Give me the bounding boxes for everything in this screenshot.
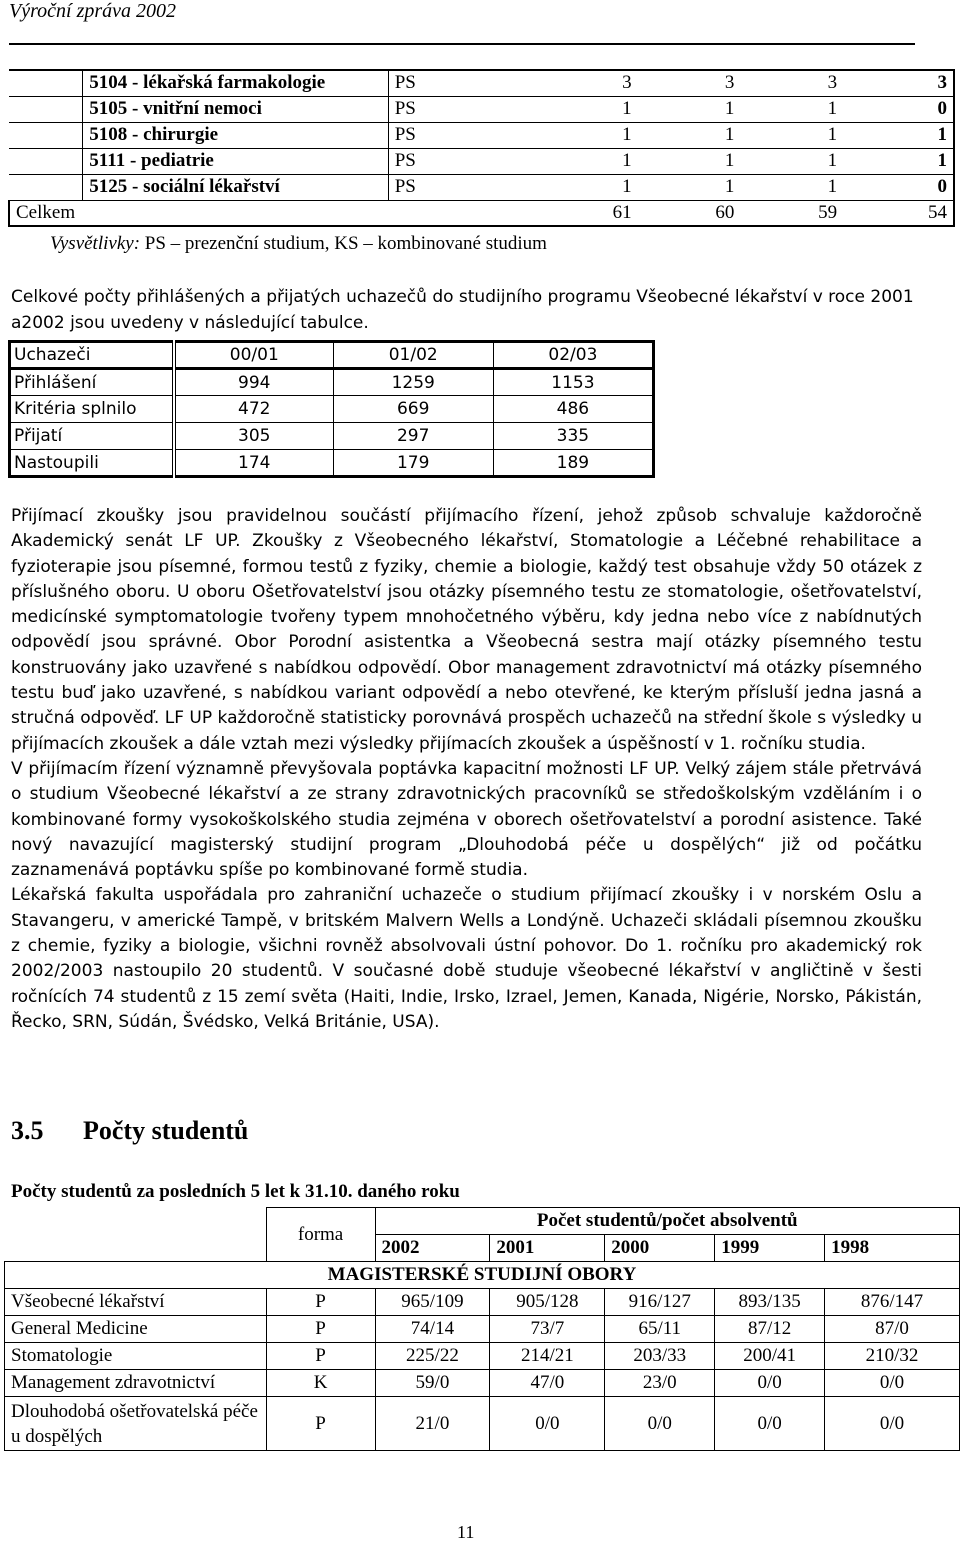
section-title: Počty studentů	[83, 1116, 249, 1145]
column-header: 01/02	[333, 342, 493, 369]
table-row	[10, 450, 654, 477]
table-row	[10, 369, 654, 396]
group-header: Počet studentů/počet absolventů	[375, 1208, 960, 1235]
program-name: Všeobecné lékařství	[5, 1289, 267, 1316]
cell-value: 0/0	[605, 1397, 715, 1451]
year-header: 1999	[715, 1235, 825, 1262]
program-name: Management zdravotnictví	[5, 1370, 267, 1397]
cell-value: 893/135	[715, 1289, 825, 1316]
row-value: 1	[638, 174, 741, 200]
year-header: 2001	[490, 1235, 605, 1262]
row-name: 5125 - sociální lékařství	[83, 174, 388, 200]
cell-value: 179	[333, 450, 493, 477]
column-header: 00/01	[174, 342, 333, 369]
table-header-row	[5, 1208, 960, 1235]
row-name: 5108 - chirurgie	[83, 122, 388, 148]
cell-value: 87/12	[715, 1316, 825, 1343]
cell-value: 1259	[333, 369, 493, 396]
row-value: 1	[843, 148, 954, 174]
table-row	[5, 1343, 960, 1370]
row-value: 0	[843, 174, 954, 200]
row-name: 5105 - vnitřní nemoci	[83, 96, 388, 122]
cell-value: 0/0	[490, 1397, 605, 1451]
cell-value: 74/14	[375, 1316, 490, 1343]
row-value: 1	[638, 96, 741, 122]
cell-value: 87/0	[825, 1316, 960, 1343]
row-value: 1	[740, 174, 843, 200]
cell-value: 210/32	[825, 1343, 960, 1370]
row-label: Přijatí	[10, 423, 174, 450]
cell-value: 59/0	[375, 1370, 490, 1397]
legend-label: Vysvětlivky:	[50, 233, 141, 254]
program-form: P	[266, 1343, 375, 1370]
row-form: PS	[388, 148, 535, 174]
row-value: 1	[638, 122, 741, 148]
total-value: 59	[740, 200, 843, 226]
paragraph: Lékařská fakulta uspořádala pro zahraniční uchazeče o studium přijímací zkoušky i v norském Oslu a Stavangeru, v americké Tampě, v britském Malvern Wells a Londýně. Uchazeči skládali písemnou zkoušku z chemie, fyziky a biologie, všichni rovněž absolvovali ústní pohovor. Do 1. ročníku pro akademický rok 2002/2003 nastoupilo 20 studentů. V současné době studuje všeobecné lékařství v angličtině v šesti ročnících 74 studentů z 15 zemí světa (Haiti, Indie, Irsko, Izrael, Jemen, Kanada, Nigérie, Norsko, Pákistán, Řecko, SRN, Súdán, Švédsko, Velká Británie, USA).	[11, 885, 922, 1032]
row-form: PS	[388, 70, 535, 96]
program-name: Stomatologie	[5, 1343, 267, 1370]
row-value: 1	[535, 96, 638, 122]
table-student-counts	[4, 1207, 960, 1451]
table-header-row	[5, 1235, 960, 1262]
cell-value: 203/33	[605, 1343, 715, 1370]
row-value: 3	[843, 70, 954, 96]
cell-value: 214/21	[490, 1343, 605, 1370]
cell-value: 23/0	[605, 1370, 715, 1397]
cell-value: 200/41	[715, 1343, 825, 1370]
cell-value: 905/128	[490, 1289, 605, 1316]
row-label: Nastoupili	[10, 450, 174, 477]
table-department-counts	[8, 69, 955, 227]
cell-value: 21/0	[375, 1397, 490, 1451]
total-value: 54	[843, 200, 954, 226]
cell-value: 1153	[493, 369, 653, 396]
table-row	[10, 423, 654, 450]
row-value: 1	[740, 122, 843, 148]
table-row	[9, 96, 954, 122]
table-row	[9, 174, 954, 200]
body-text	[11, 504, 922, 1035]
table-caption: Počty studentů za posledních 5 let k 31.10. daného roku	[11, 1181, 460, 1202]
row-name: 5111 - pediatrie	[83, 148, 388, 174]
cell-value: 297	[333, 423, 493, 450]
cell-value: 73/7	[490, 1316, 605, 1343]
table-row	[9, 122, 954, 148]
cell-value: 189	[493, 450, 653, 477]
table-row	[5, 1289, 960, 1316]
table-legend	[50, 233, 547, 255]
cell-value: 0/0	[825, 1397, 960, 1451]
year-header: 2002	[375, 1235, 490, 1262]
cell-value: 47/0	[490, 1370, 605, 1397]
program-form: P	[266, 1397, 375, 1451]
paragraph: Přijímací zkoušky jsou pravidelnou součástí přijímacího řízení, jehož způsob schvaluje každoročně Akademický senát LF UP. Zkoušky z Všeobecného lékařství, Stomatologie a Léčebné rehabilitace a fyzioterapie jsou písemné, formou testů z fyziky, chemie a biologie, každý test obsahuje vždy 50 otázek z příslušného oboru. U oboru Ošetřovatelství jsou otázky písemného testu ze stomatologie, ošetřovatelství, medicínské symptomatologie tvořeny typem mnohočetného výběru, kdy jedna nebo více z nabídnutých odpovědí jsou správné. Obor Porodní asistentka a Všeobecná sestra mají otázky písemného testu konstruovány jako uzavřené s nabídkou odpovědí. Obor management zdravotnictví má otázky písemného testu buď jako uzavřené, s nabídkou variant odpovědí a nebo otevřené, ke kterým přísluší jedna jasná a stručná odpověď. LF UP každoročně statisticky porovnává prospěch uchazečů na střední škole s výsledky u přijímacích zkoušek a dále vztah mezi výsledky přijímacích zkoušek a úspěšností v 1. ročníku studia.	[11, 506, 922, 754]
row-value: 1	[740, 148, 843, 174]
row-form: PS	[388, 174, 535, 200]
table-row	[5, 1397, 960, 1451]
cell-value: 0/0	[715, 1370, 825, 1397]
table-header-row	[10, 342, 654, 369]
row-value: 0	[843, 96, 954, 122]
table-row	[9, 148, 954, 174]
table-row	[5, 1370, 960, 1397]
table-total-row	[9, 200, 954, 226]
table-row	[9, 70, 954, 96]
table-row	[5, 1316, 960, 1343]
total-value: 61	[535, 200, 638, 226]
cell-value: 994	[174, 369, 333, 396]
row-form: PS	[388, 96, 535, 122]
row-label: Přihlášení	[10, 369, 174, 396]
program-name: Dlouhodobá ošetřovatelská péče u dospělých	[5, 1397, 267, 1451]
column-header: Uchazeči	[10, 342, 174, 369]
legend-text: PS – prezenční studium, KS – kombinované studium	[140, 233, 547, 254]
page-number: 11	[457, 1522, 475, 1542]
column-header: 02/03	[493, 342, 653, 369]
subheader: MAGISTERSKÉ STUDIJNÍ OBORY	[5, 1262, 960, 1289]
year-header: 1998	[825, 1235, 960, 1262]
section-number: 3.5	[11, 1116, 44, 1145]
row-name: 5104 - lékařská farmakologie	[83, 70, 388, 96]
total-value: 60	[638, 200, 741, 226]
cell-value: 305	[174, 423, 333, 450]
year-header: 2000	[605, 1235, 715, 1262]
cell-value: 965/109	[375, 1289, 490, 1316]
cell-value: 486	[493, 396, 653, 423]
row-value: 1	[638, 148, 741, 174]
cell-value: 472	[174, 396, 333, 423]
program-form: P	[266, 1289, 375, 1316]
intro-paragraph: Celkové počty přihlášených a přijatých uchazečů do studijního programu Všeobecné lékařství v roce 2001 a2002 jsou uvedeny v následující tabulce.	[11, 287, 914, 333]
program-form: K	[266, 1370, 375, 1397]
cell-value: 876/147	[825, 1289, 960, 1316]
row-label: Kritéria splnilo	[10, 396, 174, 423]
total-label: Celkem	[9, 200, 535, 226]
row-value: 1	[740, 96, 843, 122]
row-value: 1	[535, 122, 638, 148]
table-subheader-row	[5, 1262, 960, 1289]
report-title: Výroční zpráva 2002	[9, 0, 177, 22]
header-divider	[9, 43, 915, 45]
row-value: 3	[638, 70, 741, 96]
row-value: 1	[843, 122, 954, 148]
forma-header: forma	[266, 1208, 375, 1262]
program-name: General Medicine	[5, 1316, 267, 1343]
row-value: 1	[535, 148, 638, 174]
table-applicants	[8, 340, 655, 478]
cell-value: 916/127	[605, 1289, 715, 1316]
cell-value: 0/0	[715, 1397, 825, 1451]
cell-value: 335	[493, 423, 653, 450]
table-row	[10, 396, 654, 423]
paragraph: V přijímacím řízení významně převyšovala poptávka kapacitní možnosti LF UP. Velký zájem stále přetrvává o studium Všeobecné lékařství a ze strany zdravotnických pracovníků se středoškolským vzděláním i o kombinované formy vysokoškolského studia zejména v oborech ošetřovatelství a porodní asistence. Také nový navazující magisterský studijní program „Dlouhodobá péče u dospělých“ již od počátku zaznamenává poptávku spíše po kombinované formě studia.	[11, 758, 922, 881]
cell-value: 174	[174, 450, 333, 477]
cell-value: 65/11	[605, 1316, 715, 1343]
cell-value: 225/22	[375, 1343, 490, 1370]
row-value: 1	[535, 174, 638, 200]
row-value: 3	[740, 70, 843, 96]
row-value: 3	[535, 70, 638, 96]
section-heading	[11, 1116, 248, 1146]
cell-value: 669	[333, 396, 493, 423]
row-form: PS	[388, 122, 535, 148]
cell-value: 0/0	[825, 1370, 960, 1397]
program-form: P	[266, 1316, 375, 1343]
